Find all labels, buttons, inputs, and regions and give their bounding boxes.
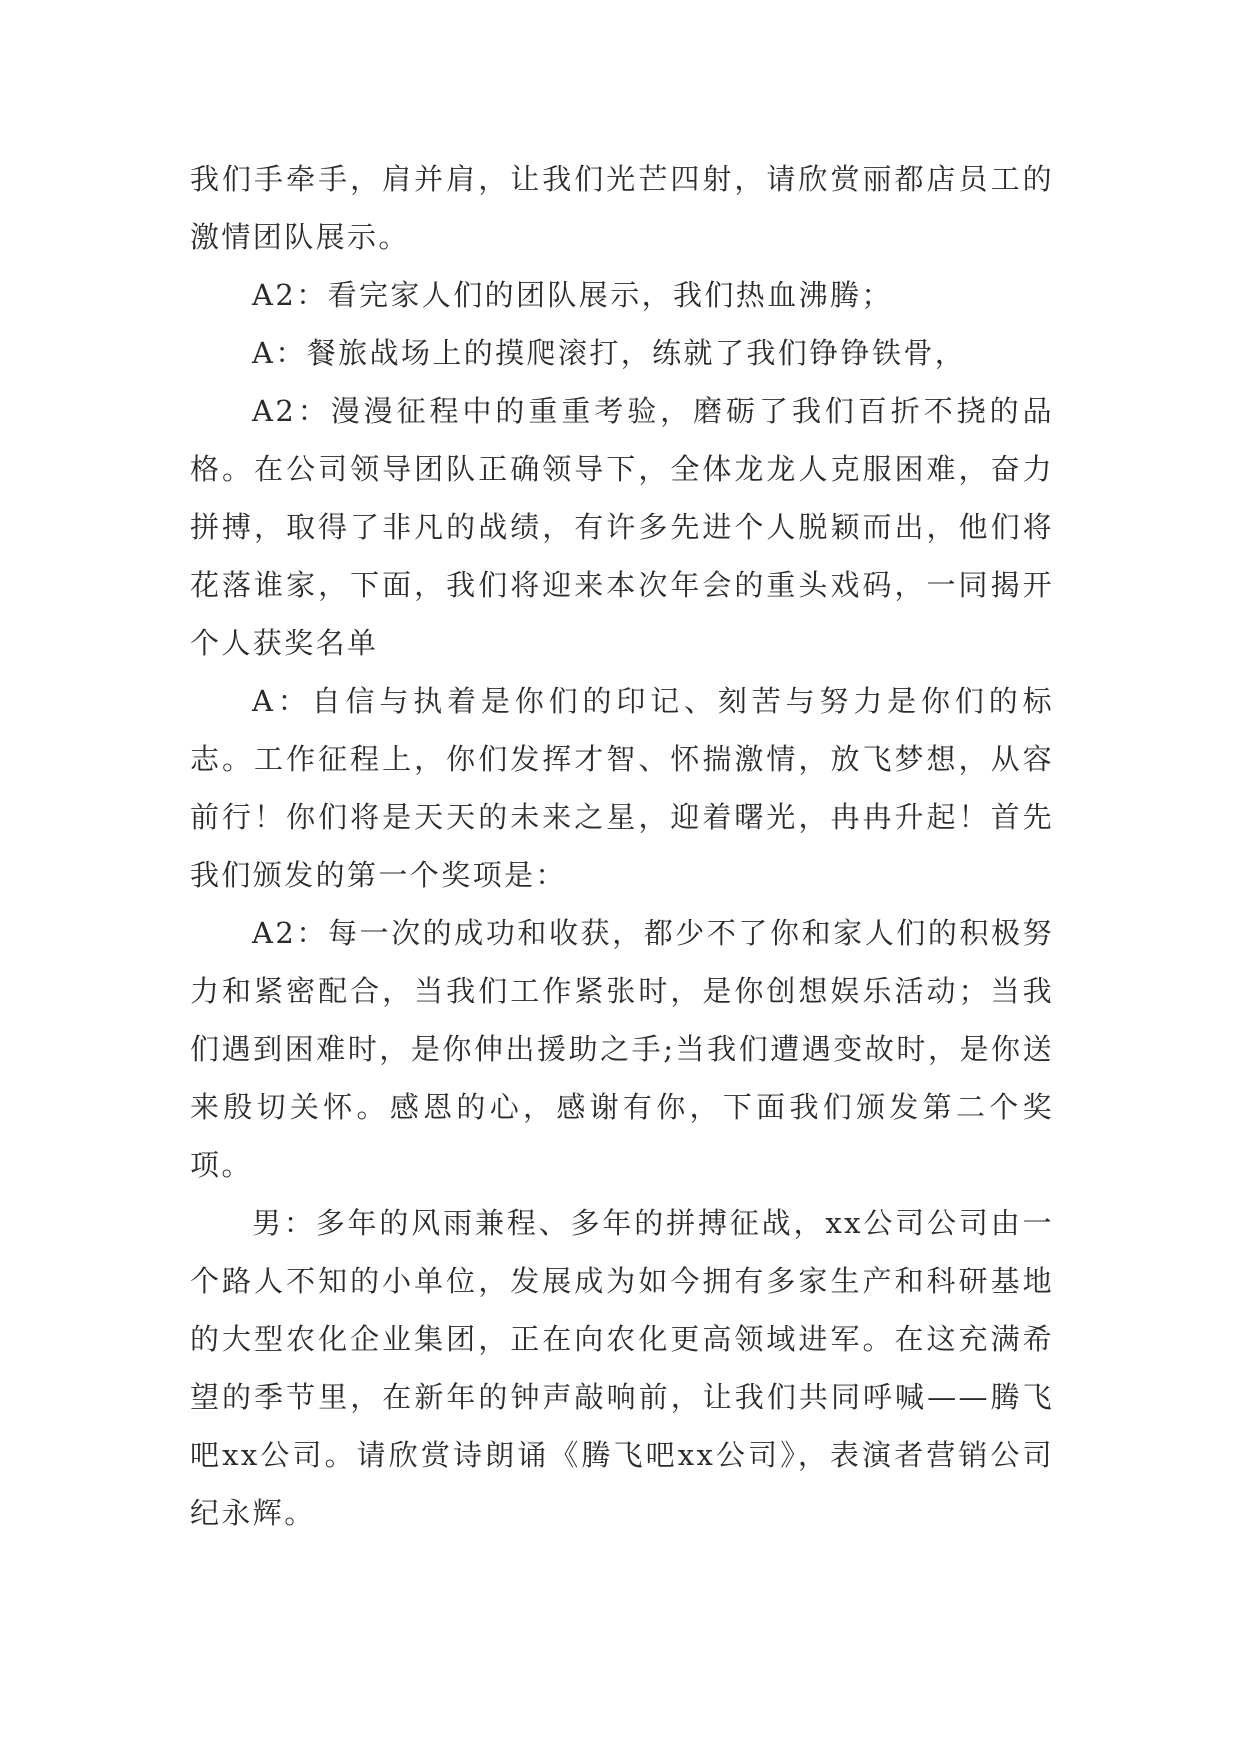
paragraph-a2-individual-awards: A2：漫漫征程中的重重考验，磨砺了我们百折不挠的品格。在公司领导团队正确领导下，全体龙龙人克服困难，奋力拼搏，取得了非凡的战绩，有许多先进个人脱颖而出，他们将花落谁家，下面，我们将迎来本次年会的重头戏码，一同揭开个人获奖名单 <box>190 394 1054 660</box>
paragraph-a-battlefield: A：餐旅战场上的摸爬滚打，练就了我们铮铮铁骨， <box>252 336 967 370</box>
paragraph-intro-continued: 我们手牵手，肩并肩，让我们光芒四射，请欣赏丽都店员工的激情团队展示。 <box>190 162 1054 254</box>
document-page <box>190 150 1054 1542</box>
paragraph-a2-team-show: A2：看完家人们的团队展示，我们热血沸腾； <box>252 278 893 312</box>
paragraph-a2-second-award: A2：每一次的成功和收获，都少不了你和家人们的积极努力和紧密配合，当我们工作紧张时，是你创想娱乐活动；当我们遇到困难时，是你伸出援助之手;当我们遭遇变故时，是你送来殷切关怀。感恩的心，感谢有你，下面我们颁发第二个奖项。 <box>190 916 1054 1182</box>
paragraph-a-first-award: A：自信与执着是你们的印记、刻苦与努力是你们的标志。工作征程上，你们发挥才智、怀揣激情，放飞梦想，从容前行！你们将是天天的未来之星，迎着曙光，冉冉升起！首先我们颁发的第一个奖项是： <box>190 684 1054 892</box>
paragraph-male-poetry-recital: 男：多年的风雨兼程、多年的拼搏征战，xx公司公司由一个路人不知的小单位，发展成为如今拥有多家生产和科研基地的大型农化企业集团，正在向农化更高领域进军。在这充满希望的季节里，在新年的钟声敲响前，让我们共同呼喊——腾飞吧xx公司。请欣赏诗朗诵《腾飞吧xx公司》，表演者营销公司纪永辉。 <box>190 1206 1054 1530</box>
